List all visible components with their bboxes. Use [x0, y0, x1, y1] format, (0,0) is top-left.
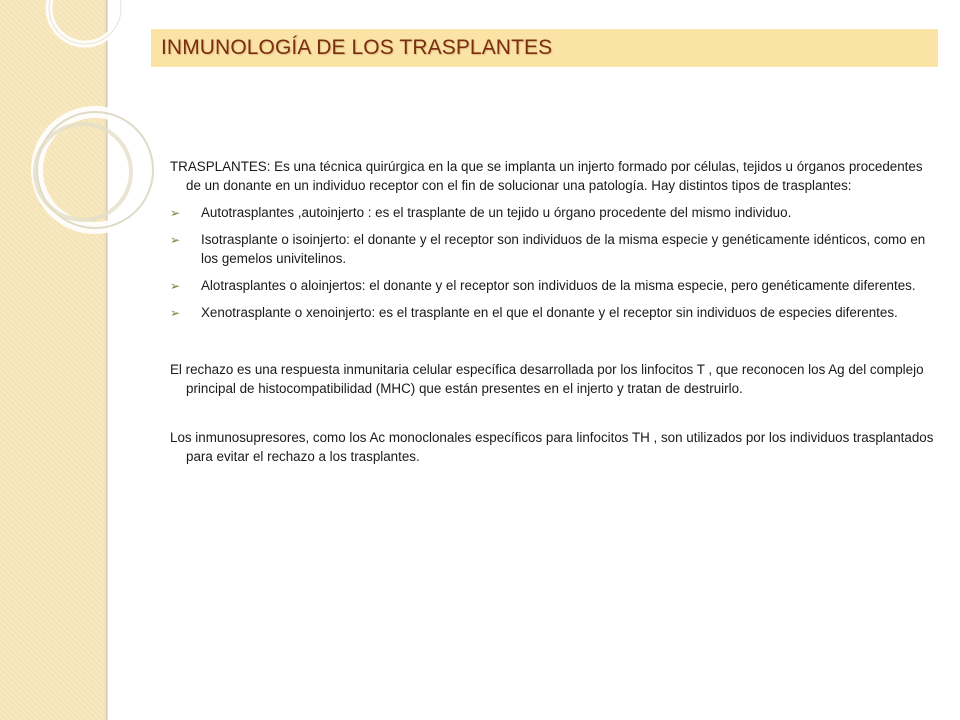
- title-bar: [151, 29, 938, 67]
- page-title: INMUNOLOGÍA DE LOS TRASPLANTES: [161, 36, 553, 59]
- list-item: [170, 230, 938, 268]
- list-item: [170, 276, 938, 295]
- slide-body: [170, 157, 938, 466]
- list-item-text: Xenotrasplante o xenoinjerto: es el trasplante en el que el donante y el receptor sin individuos de especies diferentes.: [201, 305, 898, 320]
- list-item-text: Isotrasplante o isoinjerto: el donante y el receptor son individuos de la misma especie y genéticamente idénticos, como en los gemelos univitelinos.: [201, 232, 926, 266]
- immunosuppressants-paragraph: Los inmunosupresores, como los Ac monoclonales específicos para linfocitos TH , son utilizados por los individuos trasplantados para evitar el rechazo a los trasplantes.: [170, 430, 934, 464]
- list-item-text: Alotrasplantes o aloinjertos: el donante y el receptor son individuos de la misma especie, pero genéticamente diferentes.: [201, 278, 916, 293]
- arrow-right-icon: ➢: [170, 279, 181, 293]
- rejection-paragraph: El rechazo es una respuesta inmunitaria celular específica desarrollada por los linfocitos T , que reconocen los Ag del complejo principal de histocompatibilidad (MHC) que están presentes en el injerto y tratan de destruirlo.: [170, 362, 924, 396]
- arrow-right-icon: ➢: [170, 306, 181, 320]
- list-item-text: Autotrasplantes ,autoinjerto : es el trasplante de un tejido u órgano procedente del mismo individuo.: [201, 205, 792, 220]
- intro-paragraph: TRASPLANTES: Es una técnica quirúrgica en la que se implanta un injerto formado por células, tejidos u órganos procedentes de un donante en un individuo receptor con el fin de solucionar una patología. Hay distintos tipos de trasplantes:: [170, 159, 923, 193]
- list-item: [170, 303, 938, 322]
- list-item: [170, 203, 938, 222]
- decorative-sidebar: [0, 0, 104, 720]
- arrow-right-icon: ➢: [170, 206, 181, 220]
- transplant-types-list: [170, 203, 938, 322]
- sidebar-divider: [104, 0, 108, 720]
- arrow-right-icon: ➢: [170, 233, 181, 247]
